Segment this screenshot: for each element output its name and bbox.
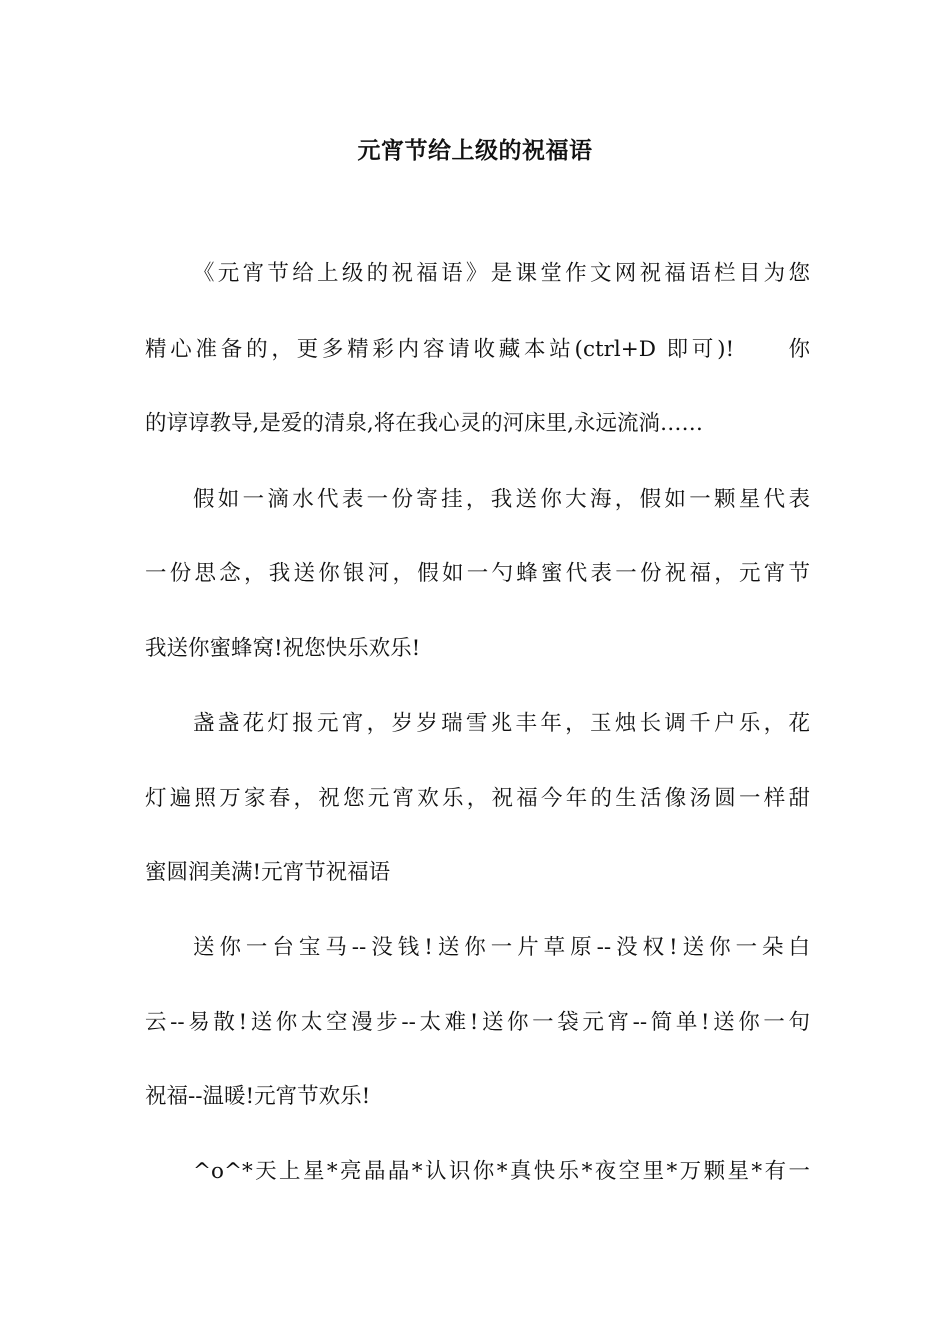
paragraph-line: 盏盏花灯报元宵，岁岁瑞雪兆丰年，玉烛长调千户乐，花 (193, 711, 810, 736)
paragraph-line: 假如一滴水代表一份寄挂，我送你大海，假如一颗星代表 (193, 487, 810, 512)
page-title: 元宵节给上级的祝福语 (357, 138, 593, 164)
paragraph-line: 云--易散!送你太空漫步--太难!送你一袋元宵--简单!送你一句 (145, 1010, 810, 1035)
paragraph-line: 一份思念，我送你银河，假如一勺蜂蜜代表一份祝福，元宵节 (145, 561, 810, 586)
paragraph-line: 的谆谆教导,是爱的清泉,将在我心灵的河床里,永远流淌…… (145, 411, 704, 436)
paragraph-line: 蜜圆润美满!元宵节祝福语 (145, 860, 391, 885)
paragraph-line: 我送你蜜蜂窝!祝您快乐欢乐! (145, 636, 421, 661)
paragraph-line: 祝福--温暖!元宵节欢乐! (145, 1084, 371, 1109)
paragraph-line: 《元宵节给上级的祝福语》是课堂作文网祝福语栏目为您 (193, 261, 810, 286)
paragraph-line: 精心准备的，更多精彩内容请收藏本站(ctrl+D 即可)! 你 (145, 337, 810, 362)
paragraph-line: 灯遍照万家春，祝您元宵欢乐，祝福今年的生活像汤圆一样甜 (145, 786, 810, 811)
paragraph-line: ^o^*天上星*亮晶晶*认识你*真快乐*夜空里*万颗星*有一 (193, 1159, 810, 1184)
paragraph-line: 送你一台宝马--没钱!送你一片草原--没权!送你一朵白 (193, 935, 810, 960)
